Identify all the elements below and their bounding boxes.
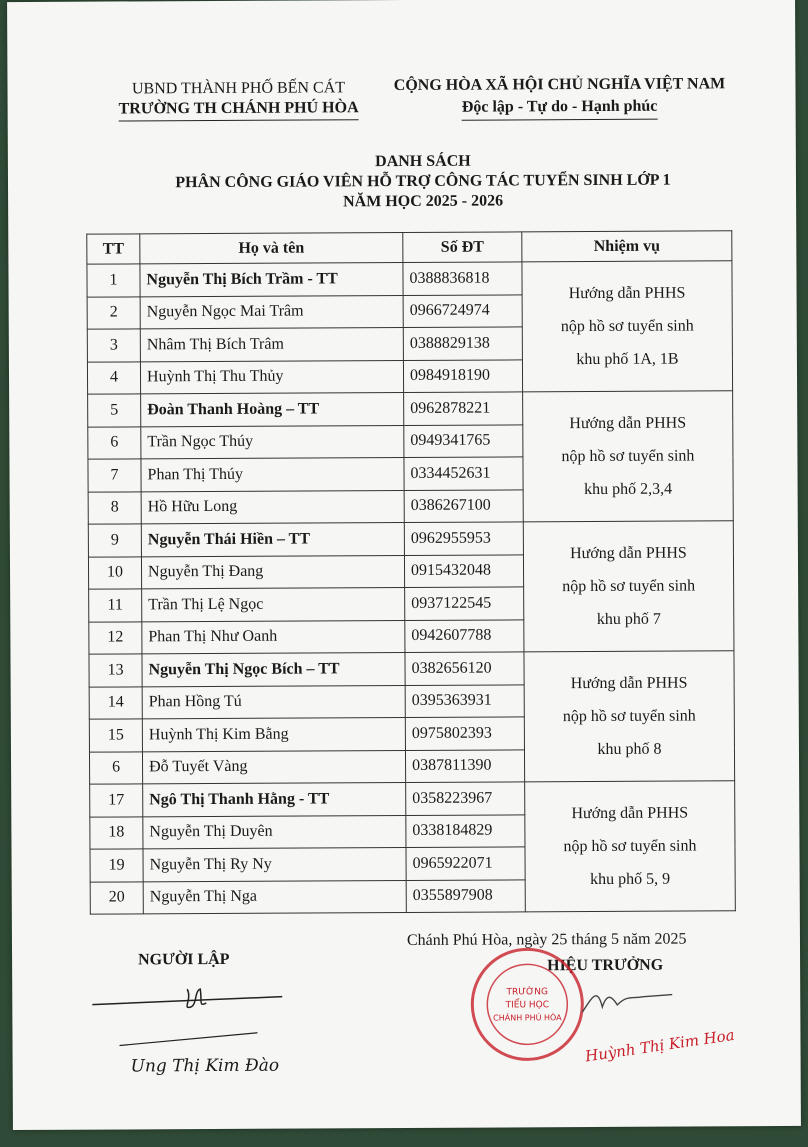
- teacher-name: Nguyễn Thị Đang: [141, 555, 404, 589]
- task-line: khu phố 2,3,4: [584, 480, 673, 499]
- task-line: nộp hồ sơ tuyển sinh: [562, 707, 696, 726]
- row-number: 15: [89, 719, 142, 752]
- header-tt: TT: [87, 234, 140, 264]
- teacher-name: Huỳnh Thị Thu Thủy: [140, 360, 403, 394]
- teacher-name: Phan Thị Như Oanh: [142, 620, 405, 654]
- teacher-name: Nguyễn Thị Nga: [143, 880, 406, 914]
- teacher-name: Nguyễn Thị Ngọc Bích – TT: [142, 652, 405, 686]
- row-number: 20: [90, 881, 143, 914]
- phone-number: 0937122545: [405, 587, 524, 620]
- title-line-3: NĂM HỌC 2025 - 2026: [343, 192, 504, 211]
- task-line: nộp hồ sơ tuyển sinh: [560, 317, 694, 336]
- row-number: 9: [88, 524, 141, 557]
- task-line: Hướng dẫn PHHS: [570, 674, 688, 693]
- teacher-name: Phan Thị Thúy: [141, 457, 404, 491]
- task-line: Hướng dẫn PHHS: [568, 284, 686, 303]
- row-number: 14: [89, 686, 142, 719]
- row-number: 10: [88, 556, 141, 589]
- principal-signature: [572, 977, 682, 1028]
- national-title: CỘNG HÒA XÃ HỘI CHỦ NGHĨA VIỆT NAM: [393, 75, 726, 95]
- teacher-name: Trần Ngọc Thúy: [141, 425, 404, 459]
- row-number: 19: [90, 849, 143, 882]
- phone-number: 0962955953: [404, 522, 523, 555]
- principal-name: Huỳnh Thị Kim Hoa: [584, 1025, 736, 1066]
- title-line-1: DANH SÁCH: [375, 152, 471, 171]
- header-right: [369, 73, 749, 121]
- phone-number: 0387811390: [405, 749, 524, 782]
- phone-number: 0334452631: [404, 457, 523, 490]
- assignment-table: [86, 230, 736, 914]
- table-row: [89, 651, 734, 687]
- phone-number: 0965922071: [406, 847, 525, 880]
- preparer-signature: [82, 978, 312, 1019]
- header-phone: Số ĐT: [403, 232, 522, 263]
- teacher-name: Nguyễn Thị Duyên: [143, 815, 406, 849]
- title-line-2: PHÂN CÔNG GIÁO VIÊN HỖ TRỢ CÔNG TÁC TUYỂN SINH LỚP 1: [175, 171, 671, 192]
- table-row: [88, 521, 733, 557]
- phone-number: 0388836818: [403, 262, 522, 295]
- teacher-name: Trần Thị Lệ Ngọc: [142, 587, 405, 621]
- teacher-name: Nguyễn Thị Bích Trầm - TT: [140, 263, 403, 297]
- teacher-name: Ngô Thị Thanh Hằng - TT: [143, 782, 406, 816]
- preparer-name: Ung Thị Kim Đào: [130, 1055, 280, 1077]
- row-number: 12: [89, 621, 142, 654]
- table-row: [88, 391, 733, 427]
- task-line: nộp hồ sơ tuyển sinh: [562, 577, 696, 596]
- teacher-name: Hồ Hữu Long: [141, 490, 404, 524]
- task-cell: [524, 651, 735, 782]
- row-number: 5: [88, 394, 141, 427]
- header-task: Nhiệm vụ: [522, 231, 732, 262]
- phone-number: 0966724974: [403, 294, 522, 327]
- phone-number: 0386267100: [404, 489, 523, 522]
- row-number: 7: [88, 459, 141, 492]
- svg-text:CHÁNH PHÚ HÒA: CHÁNH PHÚ HÒA: [493, 1013, 562, 1023]
- teacher-name: Phan Hồng Tú: [142, 685, 405, 719]
- phone-number: 0915432048: [404, 554, 523, 587]
- teacher-name: Nguyễn Ngọc Mai Trâm: [140, 295, 403, 329]
- row-number: 18: [90, 816, 143, 849]
- teacher-name: Nguyễn Thái Hiền – TT: [141, 522, 404, 556]
- date-line: Chánh Phú Hòa, ngày 25 tháng 5 năm 2025: [406, 930, 687, 949]
- task-line: nộp hồ sơ tuyển sinh: [563, 837, 697, 856]
- table-row: [87, 261, 732, 297]
- svg-text:TIỂU HỌC: TIỂU HỌC: [505, 1000, 550, 1011]
- row-number: 4: [87, 361, 140, 394]
- teacher-name: Huỳnh Thị Kim Bằng: [142, 717, 405, 751]
- phone-number: 0984918190: [403, 359, 522, 392]
- header-name: Họ và tên: [140, 233, 403, 264]
- teacher-name: Nguyễn Thị Ry Ny: [143, 847, 406, 881]
- table-row: [90, 781, 735, 817]
- document-title: [108, 150, 738, 213]
- row-number: 3: [87, 329, 140, 362]
- svg-text:TRƯỜNG: TRƯỜNG: [506, 987, 548, 998]
- phone-number: 0949341765: [404, 424, 523, 457]
- row-number: 2: [87, 296, 140, 329]
- task-line: nộp hồ sơ tuyển sinh: [561, 447, 695, 466]
- task-line: Hướng dẫn PHHS: [571, 804, 689, 823]
- row-number: 6: [88, 426, 141, 459]
- task-line: khu phố 8: [597, 740, 662, 758]
- task-cell: [525, 781, 736, 912]
- row-number: 17: [90, 784, 143, 817]
- phone-number: 0338184829: [406, 814, 525, 847]
- phone-number: 0355897908: [406, 879, 525, 912]
- row-number: 6: [89, 751, 142, 784]
- teacher-name: Đỗ Tuyết Vàng: [142, 750, 405, 784]
- task-line: khu phố 7: [596, 610, 661, 628]
- row-number: 8: [88, 491, 141, 524]
- teacher-name: Nhâm Thị Bích Trâm: [140, 328, 403, 362]
- phone-number: 0358223967: [406, 782, 525, 815]
- preparer-sign-line: [117, 1029, 267, 1050]
- header-left: [103, 78, 373, 121]
- school-stamp: [467, 944, 588, 1065]
- principal-label: HIỆU TRƯỞNG: [547, 956, 664, 975]
- row-number: 13: [89, 654, 142, 687]
- phone-number: 0388829138: [403, 327, 522, 360]
- phone-number: 0975802393: [405, 717, 524, 750]
- row-number: 11: [89, 589, 142, 622]
- school-name: TRƯỜNG TH CHÁNH PHÚ HÒA: [104, 98, 374, 121]
- document-page: [7, 0, 801, 1130]
- phone-number: 0395363931: [405, 684, 524, 717]
- row-number: 1: [87, 264, 140, 297]
- task-cell: [523, 391, 734, 522]
- phone-number: 0382656120: [405, 652, 524, 685]
- table-header-row: [87, 231, 732, 264]
- teacher-name: Đoàn Thanh Hoàng – TT: [141, 392, 404, 426]
- district-name: UBND THÀNH PHỐ BẾN CÁT: [131, 79, 346, 98]
- national-motto: Độc lập - Tự do - Hạnh phúc: [370, 95, 750, 121]
- preparer-label: NGƯỜI LẬP: [138, 950, 230, 969]
- phone-number: 0942607788: [405, 619, 524, 652]
- task-line: khu phố 5, 9: [590, 870, 671, 889]
- task-line: Hướng dẫn PHHS: [570, 544, 687, 563]
- task-line: khu phố 1A, 1B: [576, 350, 679, 369]
- task-line: Hướng dẫn PHHS: [569, 414, 687, 433]
- task-cell: [522, 261, 733, 392]
- phone-number: 0962878221: [404, 392, 523, 425]
- task-cell: [523, 521, 734, 652]
